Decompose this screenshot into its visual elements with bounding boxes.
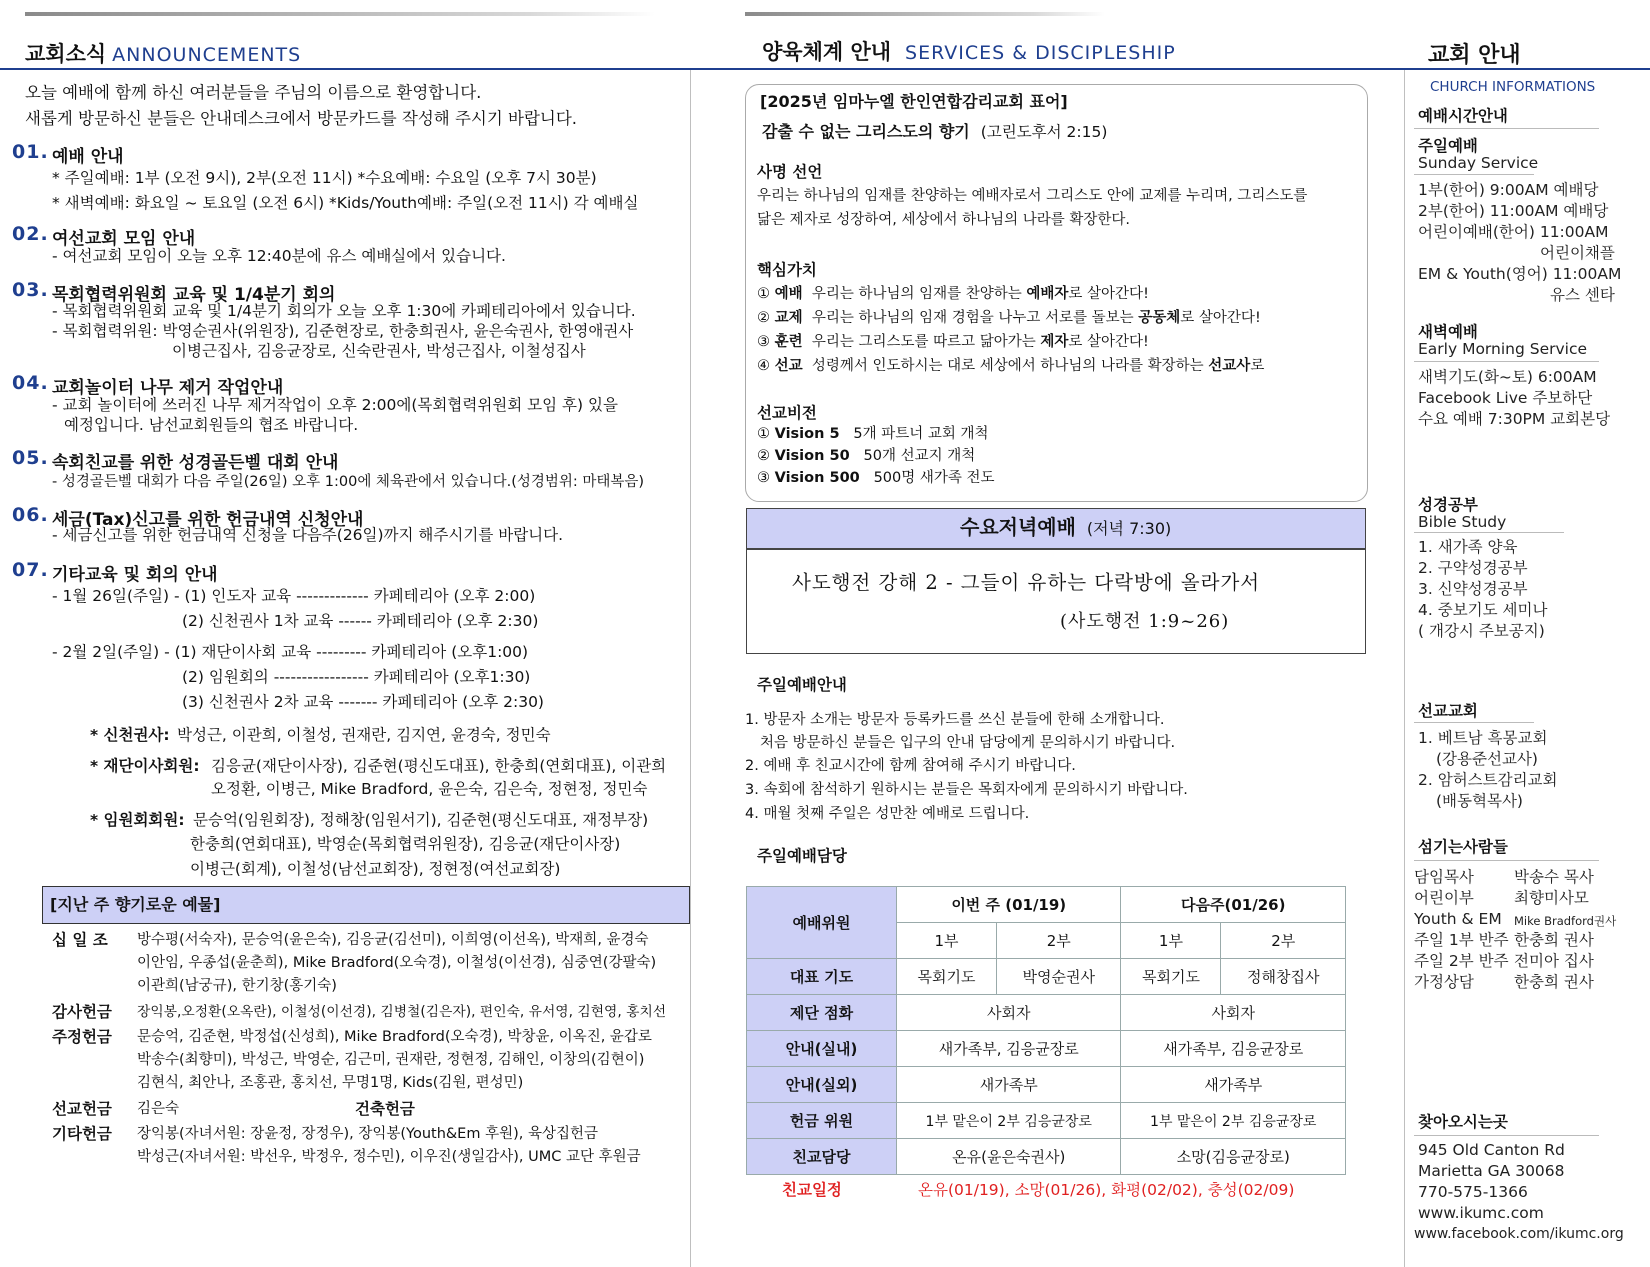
- staff-title: 섬기는사람들: [1418, 838, 1508, 856]
- item-line: * 주일예배: 1부 (오전 9시), 2부(오전 11시) *수요예배: 수요일 (오후 7시 30분): [52, 169, 597, 187]
- sub-header: 2부: [1221, 923, 1346, 959]
- role-line: 김응균(재단이사장), 김준현(평신도대표), 한충희(연회대표), 이관희: [211, 757, 667, 775]
- underline: [1414, 174, 1534, 175]
- item-line: (2) 임원회의 ----------------- 카페테리아 (오후1:30): [182, 668, 531, 686]
- row-label: 안내(실외): [747, 1067, 897, 1103]
- bible-english: Bible Study: [1418, 513, 1507, 531]
- address-line: 945 Old Canton Rd: [1418, 1141, 1565, 1159]
- table-cell: 목회기도: [897, 959, 997, 995]
- header-rule: [0, 68, 1650, 70]
- vision-item: ② Vision 50 50개 선교지 개척: [757, 448, 976, 464]
- role-line: 한충희(연회대표), 박영순(목회협력위원장), 김응균(재단이사장): [190, 835, 621, 853]
- bible-line: ( 개강시 주보공지): [1418, 622, 1545, 640]
- row-label: 안내(실내): [747, 1031, 897, 1067]
- church-info-subtitle: CHURCH INFORMATIONS: [1430, 79, 1596, 95]
- offering-line: 방수평(서숙자), 문승억(윤은숙), 김응균(김선미), 이희영(이선옥), 박재희, 윤경숙: [137, 932, 649, 948]
- dawn-line: Facebook Live 주보하단: [1418, 389, 1593, 407]
- role-label: * 신천권사:: [90, 726, 170, 744]
- guide-line: 1. 방문자 소개는 방문자 등록카드를 쓰신 분들에 한해 소개합니다.: [745, 712, 1165, 728]
- table-row: [747, 959, 1346, 995]
- wednesday-time: (저녁 7:30): [1086, 519, 1172, 538]
- service-duty-table: [746, 886, 1346, 1175]
- underline: [1414, 128, 1599, 129]
- top-rule-middle: [745, 12, 1105, 16]
- table-cell: 새가족부, 김응균장로: [1121, 1031, 1346, 1067]
- table-corner: 예배위원: [747, 887, 897, 959]
- staff-role: 주일 2부 반주: [1414, 952, 1509, 970]
- item-line: - 1월 26일(주일) - (1) 인도자 교육 ------------- 카페테리아 (오후 2:00): [52, 587, 536, 605]
- item-line: (3) 신천권사 2차 교육 ------- 카페테리아 (오후 2:30): [182, 693, 544, 711]
- table-row: [747, 1067, 1346, 1103]
- underline: [1414, 1135, 1599, 1136]
- mission-line: 2. 암허스트감리교회: [1418, 771, 1558, 789]
- guide-title: 주일예배안내: [757, 676, 847, 694]
- item-line: - 목회협력위원: 박영순권사(위원장), 김준현장로, 한충희권사, 윤은숙권사, 한영애권사: [52, 322, 634, 340]
- row-label: 대표 기도: [747, 959, 897, 995]
- role-label: * 재단이사회원:: [90, 757, 200, 775]
- offering-line: 박성근(자녀서원: 박선우, 박정우, 정수민), 이우진(생일감사), UMC 교단 후원금: [137, 1149, 641, 1165]
- item-line: - 성경골든벨 대회가 다음 주일(26일) 오후 1:00에 체육관에서 있습니다.(성경범위: 마태복음): [52, 474, 645, 490]
- item-line: - 목회협력위원회 교육 및 1/4분기 회의가 오늘 오후 1:30에 카페테리아에서 있습니다.: [52, 302, 636, 320]
- offering-label: 선교헌금: [52, 1100, 112, 1118]
- offering-line: 박송수(최향미), 박성근, 박영순, 김근미, 권재란, 정현정, 김해인, 이창의(김현이): [137, 1052, 645, 1068]
- sermon-reference: (사도행전 1:9~26): [1060, 611, 1230, 632]
- page-title-services: 양육체계 안내 SERVICES & DISCIPLESHIP: [762, 40, 1176, 64]
- item-line: 이병근집사, 김응균장로, 신숙란권사, 박성근집사, 이철성집사: [172, 342, 586, 360]
- item-line: * 새벽예배: 화요일 ~ 토요일 (오전 6시) *Kids/Youth예배: 주일(오전 11시) 각 예배실: [52, 194, 639, 212]
- item-line: - 교회 놀이터에 쓰러진 나무 제거작업이 오후 2:00에(목회협력위원회 모임 후) 있을: [52, 396, 618, 414]
- staff-role: 주일 1부 반주: [1414, 931, 1509, 949]
- offering-title: [지난 주 향기로운 예물]: [50, 895, 221, 914]
- table-cell: 1부 맡은이 2부 김응균장로: [897, 1103, 1121, 1139]
- divider-left: [690, 70, 691, 1267]
- item-title: 세금(Tax)신고를 위한 헌금내역 신청안내: [52, 510, 364, 530]
- offering-label: 기타헌금: [52, 1125, 112, 1143]
- title-subtitle: SERVICES & DISCIPLESHIP: [905, 42, 1176, 64]
- table-row: [747, 887, 1346, 923]
- item-number: 02.: [12, 223, 49, 245]
- role-line: 오정환, 이병근, Mike Bradford, 윤은숙, 김은숙, 정현정, 정민숙: [211, 780, 648, 798]
- wednesday-title-row: [960, 517, 1171, 539]
- offering-label: 감사헌금: [52, 1003, 112, 1021]
- table-cell: 새가족부, 김응균장로: [897, 1031, 1121, 1067]
- item-line: 예정입니다. 남선교회원들의 협조 바랍니다.: [64, 416, 359, 434]
- phone-number: 770-575-1366: [1418, 1183, 1528, 1201]
- mission-line: (강용준선교사): [1436, 750, 1538, 768]
- dawn-english: Early Morning Service: [1418, 340, 1588, 358]
- underline: [1414, 532, 1564, 533]
- guide-line: 4. 매월 첫째 주일은 성만찬 예배로 드립니다.: [745, 806, 1030, 822]
- offering-line: 이안임, 우종섭(윤춘희), Mike Bradford(오숙경), 이철성(이선경), 심중연(강팔숙): [137, 955, 657, 971]
- title-subtitle: ANNOUNCEMENTS: [112, 44, 302, 66]
- mission-line: 닮은 제자로 성장하여, 세상에서 하나님의 나라를 확장한다.: [757, 212, 1131, 228]
- sunday-line: 유스 센타: [1550, 286, 1615, 304]
- item-title: 예배 안내: [52, 147, 124, 167]
- table-row: [747, 995, 1346, 1031]
- sub-header: 1부: [897, 923, 997, 959]
- table-cell: 새가족부: [1121, 1067, 1346, 1103]
- vision-item: ③ Vision 500 500명 새가족 전도: [757, 470, 995, 486]
- staff-role: 가정상담: [1414, 973, 1474, 991]
- top-rule-left: [25, 12, 655, 16]
- vision-item: ① Vision 5 5개 파트너 교회 개척: [757, 426, 989, 442]
- offering-line: 장익봉,오정환(오옥란), 이철성(이선경), 김병철(김은자), 편인숙, 유서영, 김현영, 홍치선: [137, 1004, 667, 1020]
- staff-role: 어린이부: [1414, 889, 1474, 907]
- row-label: 헌금 위원: [747, 1103, 897, 1139]
- staff-name: 전미아 집사: [1514, 952, 1594, 970]
- staff-role: 담임목사: [1414, 868, 1474, 886]
- table-cell: 소망(김응균장로): [1121, 1139, 1346, 1175]
- duty-title: 주일예배담당: [757, 847, 847, 865]
- item-number: 03.: [12, 279, 49, 301]
- table-cell: 목회기도: [1121, 959, 1221, 995]
- row-label: 친교담당: [747, 1139, 897, 1175]
- offering-line: 이관희(남궁규), 한기창(홍기숙): [137, 978, 337, 994]
- staff-name: 한충희 권사: [1514, 973, 1594, 991]
- welcome-line: 오늘 예배에 함께 하신 여러분들을 주님의 이름으로 환영합니다.: [25, 83, 482, 102]
- sunday-title: 주일예배: [1418, 137, 1478, 155]
- mission-title: 사명 선언: [757, 163, 823, 181]
- sunday-english: Sunday Service: [1418, 154, 1539, 172]
- item-number: 07.: [12, 559, 49, 581]
- item-title: 목회협력위원회 교육 및 1/4분기 회의: [52, 285, 336, 305]
- bible-title: 성경공부: [1418, 496, 1478, 514]
- bible-line: 1. 새가족 양육: [1418, 538, 1518, 556]
- sunday-line: 어린이채플: [1540, 244, 1615, 262]
- role-label: * 임원회회원:: [90, 811, 185, 829]
- sub-header: 1부: [1121, 923, 1221, 959]
- item-number: 01.: [12, 141, 49, 163]
- row-label: 제단 점화: [747, 995, 897, 1031]
- table-cell: 사회자: [1121, 995, 1346, 1031]
- offering-line: 문승억, 김준현, 박정섭(신성희), Mike Bradford(오숙경), 박창윤, 이옥진, 윤갑로: [137, 1029, 652, 1045]
- column-next-week: 다음주(01/26): [1121, 887, 1346, 923]
- welcome-line: 새롭게 방문하신 분들은 안내데스크에서 방문카드를 작성해 주시기 바랍니다.: [25, 109, 578, 128]
- motto-title: [2025년 임마누엘 한인연합감리교회 표어]: [760, 92, 1068, 111]
- staff-name: Mike Bradford권사: [1514, 914, 1617, 928]
- item-title: 속회친교를 위한 성경골든벨 대회 안내: [52, 453, 339, 473]
- underline: [1414, 860, 1599, 861]
- offering-label: 십 일 조: [52, 931, 108, 949]
- address-line: Marietta GA 30068: [1418, 1162, 1565, 1180]
- underline: [1414, 361, 1599, 362]
- value-item: ④ 선교 성령께서 인도하시는 대로 세상에서 하나님의 나라를 확장하는 선교사로: [757, 358, 1265, 374]
- item-number: 05.: [12, 447, 49, 469]
- sermon-box: [746, 549, 1366, 654]
- staff-name: 박송수 목사: [1514, 868, 1594, 886]
- guide-line: 3. 속회에 참석하기 원하시는 분들은 목회자에게 문의하시기 바랍니다.: [745, 782, 1188, 798]
- table-cell: 온유(윤은숙권사): [897, 1139, 1121, 1175]
- item-number: 06.: [12, 504, 49, 526]
- table-row: [747, 1031, 1346, 1067]
- website-link[interactable]: www.ikumc.com: [1418, 1204, 1544, 1222]
- item-number: 04.: [12, 372, 49, 394]
- role-line: 이병근(회계), 이철성(남선교회장), 정현정(여선교회장): [190, 860, 561, 878]
- fellowship-schedule: 온유(01/19), 소망(01/26), 화평(02/02), 충성(02/09): [918, 1181, 1295, 1199]
- mission-line: 1. 베트남 흑몽교회: [1418, 729, 1548, 747]
- bible-line: 2. 구약성경공부: [1418, 559, 1528, 577]
- bible-line: 4. 중보기도 세미나: [1418, 601, 1548, 619]
- item-line: - 2월 2일(주일) - (1) 재단이사회 교육 --------- 카페테리아 (오후1:00): [52, 643, 529, 661]
- motto-reference: (고린도후서 2:15): [980, 123, 1108, 141]
- staff-name: 최향미사모: [1514, 889, 1589, 907]
- worship-times-title: 예배시간안내: [1418, 107, 1508, 125]
- sub-header: 2부: [996, 923, 1121, 959]
- values-title: 핵심가치: [757, 261, 817, 279]
- guide-line: 2. 예배 후 친교시간에 함께 참여해 주시기 바랍니다.: [745, 758, 1076, 774]
- value-item: ② 교제 우리는 하나님의 임재 경험을 나누고 서로를 돌보는 공동체로 살아간다!: [757, 310, 1261, 326]
- item-line: - 세금신고를 위한 헌금내역 신청을 다음주(26일)까지 해주시기를 바랍니다.: [52, 526, 564, 544]
- mission-churches-title: 선교교회: [1418, 702, 1478, 720]
- offering-line: 김현식, 최안나, 조홍관, 홍치선, 무명1명, Kids(김원, 편성민): [137, 1075, 524, 1091]
- sunday-line: 어린이예배(한어) 11:00AM: [1418, 223, 1609, 241]
- value-item: ③ 훈련 우리는 그리스도를 따르고 닮아가는 제자로 살아간다!: [757, 334, 1149, 350]
- item-title: 기타교육 및 회의 안내: [52, 565, 218, 585]
- item-title: 여선교회 모임 안내: [52, 229, 196, 249]
- item-title: 교회놀이터 나무 제거 작업안내: [52, 378, 284, 398]
- motto-main: 감출 수 없는 그리스도의 향기: [762, 122, 970, 141]
- staff-role: Youth & EM: [1414, 910, 1502, 928]
- guide-line: 처음 방문하신 분들은 입구의 안내 담당에게 문의하시기 바랍니다.: [760, 735, 1176, 751]
- mission-line: 우리는 하나님의 임재를 찬양하는 예배자로서 그리스도 안에 교제를 누리며, 그리스도를: [757, 188, 1308, 204]
- motto: [762, 122, 1107, 142]
- item-line: - 여선교회 모임이 오늘 오후 12:40분에 유스 예배실에서 있습니다.: [52, 247, 506, 265]
- dawn-line: 새벽기도(화~토) 6:00AM: [1418, 368, 1597, 386]
- staff-name: 한충희 권사: [1514, 931, 1594, 949]
- vision-title: 선교비전: [757, 404, 817, 422]
- offering-line: 김은숙: [137, 1101, 180, 1117]
- bible-line: 3. 신약성경공부: [1418, 580, 1528, 598]
- value-item: ① 예배 우리는 하나님의 임재를 찬양하는 예배자로 살아간다!: [757, 286, 1149, 302]
- table-cell: 새가족부: [897, 1067, 1121, 1103]
- offering-line: 장익봉(자녀서원: 장윤정, 장정우), 장익봉(Youth&Em 후원), 육상집헌금: [137, 1126, 599, 1142]
- sunday-line: 1부(한어) 9:00AM 예배당: [1418, 181, 1599, 199]
- role-line: 문승억(임원회장), 정해창(임원서기), 김준현(평신도대표, 재정부장): [193, 811, 649, 829]
- underline: [1414, 722, 1534, 723]
- table-cell: 정해창집사: [1221, 959, 1346, 995]
- sunday-line: EM & Youth(영어) 11:00AM: [1418, 265, 1622, 283]
- sermon-title: 사도행전 강해 2 - 그들이 유하는 다락방에 올라가서: [792, 571, 1261, 594]
- table-cell: 사회자: [897, 995, 1121, 1031]
- table-row: [747, 1103, 1346, 1139]
- visit-title: 찾아오시는곳: [1418, 1113, 1508, 1131]
- dawn-title: 새벽예배: [1418, 323, 1478, 341]
- table-cell: 1부 맡은이 2부 김응균장로: [1121, 1103, 1346, 1139]
- page-title-church-info: 교회 안내: [1428, 43, 1521, 68]
- offering-label: 주정헌금: [52, 1028, 112, 1046]
- item-line: (2) 신천권사 1차 교육 ------ 카페테리아 (오후 2:30): [182, 612, 539, 630]
- mission-line: (배동혁목사): [1436, 792, 1523, 810]
- table-row: [747, 1139, 1346, 1175]
- facebook-link[interactable]: www.facebook.com/ikumc.org: [1414, 1226, 1624, 1242]
- offering-label: 건축헌금: [355, 1100, 415, 1118]
- dawn-line: 수요 예배 7:30PM 교회본당: [1418, 410, 1611, 428]
- wednesday-title: 수요저녁예배: [960, 515, 1076, 539]
- divider-right: [1404, 70, 1405, 1267]
- table-cell: 박영순권사: [996, 959, 1121, 995]
- sunday-line: 2부(한어) 11:00AM 예배당: [1418, 202, 1609, 220]
- column-this-week: 이번 주 (01/19): [897, 887, 1121, 923]
- page-title-announcements: 교회소식 ANNOUNCEMENTS: [25, 42, 302, 66]
- fellowship-label: 친교일정: [782, 1181, 842, 1199]
- role-line: 박성근, 이관희, 이철성, 권재란, 김지연, 윤경숙, 정민숙: [177, 726, 551, 744]
